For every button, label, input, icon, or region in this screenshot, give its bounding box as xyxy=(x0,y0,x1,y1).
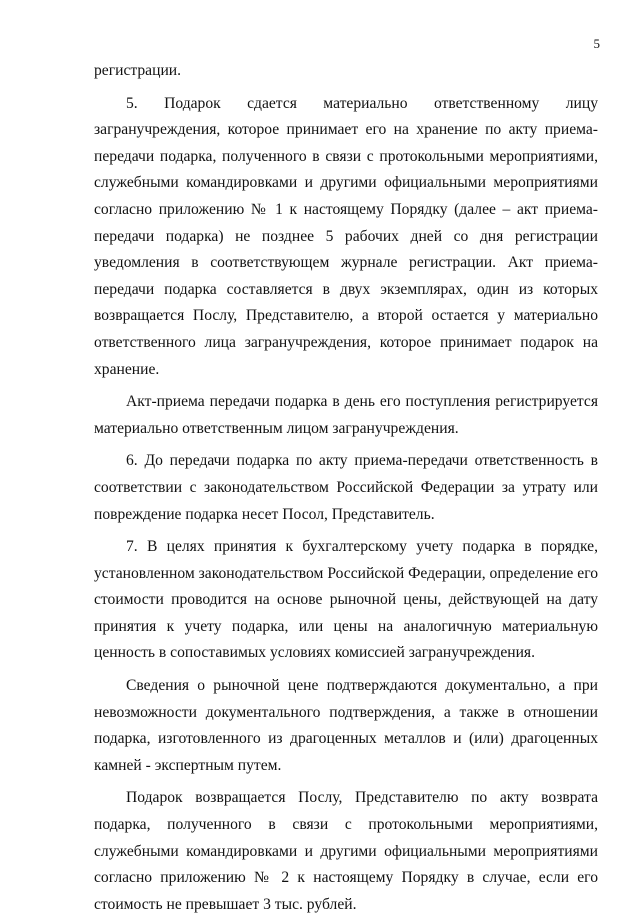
paragraph-item-7: 7. В целях принятия к бухгалтерскому учету подарка в порядке, установленном законодательством Российской Федерации, определение его стоимости проводится на основе рыночной цены, действующей на дату принятия к учету подарка, или цены на аналогичную материальную ценность в сопоставимых условиях комиссией загранучреждения. xyxy=(94,538,598,662)
paragraph-item-6: 6. До передачи подарка по акту приема-передачи ответственность в соответствии с законодательством Российской Федерации за утрату или повреждение подарка несет Посол, Представитель. xyxy=(94,452,598,523)
page-number: 5 xyxy=(593,36,600,51)
paragraph-item-5: 5. Подарок сдается материально ответственному лицу загранучреждения, которое принимает его на хранение по акту приема-передачи подарка, полученного в связи с протокольными мероприятиями, служебными командировками и другими официальными мероприятиями согласно приложению № 1 к настоящему Порядку (далее – акт приема-передачи подарка) не позднее 5 рабочих дней со дня регистрации уведомления в соответствующем журнале регистрации. Акт приема-передачи подарка составляется в двух экземплярах, один из которых возвращается Послу, Представителю, а второй остается у материально ответственного лица загранучреждения, которое принимает подарок на хранение. xyxy=(94,94,598,378)
paragraph-gift-return: Подарок возвращается Послу, Представителю по акту возврата подарка, полученного в связи с протокольными мероприятиями, служебными командировками и другими официальными мероприятиями согласно приложению № 2 к настоящему Порядку в случае, если его стоимость не превышает 3 тыс. рублей. xyxy=(94,789,598,913)
document-body xyxy=(94,58,598,924)
paragraph-market-price: Сведения о рыночной цене подтверждаются документально, а при невозможности документального подтверждения, а также в отношении подарка, изготовленного из драгоценных металлов и (или) драгоценных камней - экспертным путем. xyxy=(94,677,598,774)
paragraph-continuation: регистрации. xyxy=(94,62,182,79)
paragraph-registration: Акт-приема передачи подарка в день его поступления регистрируется материально ответственным лицом загранучреждения. xyxy=(94,393,598,437)
